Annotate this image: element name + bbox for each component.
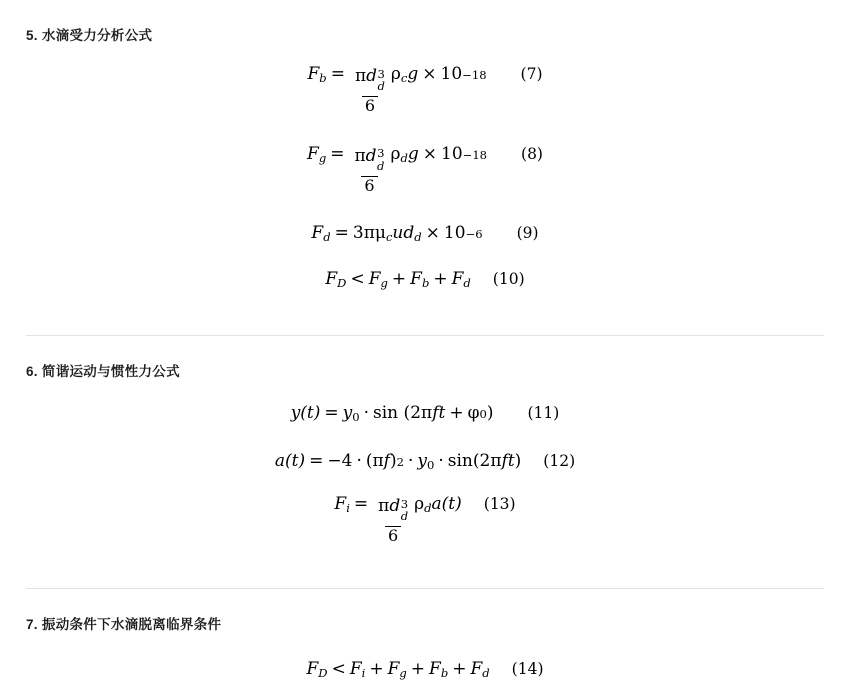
eq7-exponent: −18: [462, 68, 487, 82]
eq7-lhs: F: [307, 64, 320, 84]
eq8-rho: ρ: [390, 143, 401, 164]
section-critical-condition: [26, 613, 824, 680]
section-divider-2: [26, 588, 824, 589]
eq14-plus-1: +: [369, 659, 384, 680]
eq11-plus: +: [449, 402, 464, 423]
eq7-ten: 10: [440, 64, 463, 84]
eq8-pi: π: [354, 145, 366, 166]
eq7-fraction: πd 3 d 6: [354, 66, 385, 116]
eq9-three: 3: [352, 223, 364, 244]
eq10-plus-2: +: [433, 269, 448, 290]
eq14-plus-2: +: [410, 659, 426, 680]
eq9-ten: 10: [443, 223, 466, 244]
eq11-equals: =: [324, 402, 339, 423]
eq11-cdot: ·: [363, 402, 370, 423]
equation-12-tag: (12): [543, 451, 576, 470]
section-water-droplet-forces: [26, 24, 824, 336]
eq8-lhs: F: [307, 143, 319, 164]
equation-12-block: [26, 451, 824, 472]
section-5-title: 5. 水滴受力分析公式: [26, 28, 153, 43]
eq11-sin: sin: [373, 402, 399, 423]
eq14-lt: <: [331, 659, 346, 680]
equation-10-tag: (10): [492, 270, 525, 289]
equation-7-tag: (7): [520, 65, 543, 83]
eq9-lhs: F: [311, 223, 324, 244]
equation-10-block: [26, 269, 824, 290]
eq7-six: 6: [364, 96, 376, 116]
eq12-pi-2: π: [490, 450, 502, 471]
eq8-times: ×: [422, 143, 437, 164]
equation-14-block: [26, 659, 824, 680]
eq12-sin: sin: [447, 450, 473, 471]
equation-13-block: [26, 494, 824, 544]
eq12-minus: −: [327, 450, 342, 471]
eq9-mu: μ: [374, 223, 386, 244]
equation-7-block: [26, 64, 824, 114]
equation-9-block: [26, 223, 824, 244]
eq9-pi: π: [363, 223, 375, 244]
eq11-two: 2: [410, 402, 422, 423]
equation-7: $F_b$ = πd 3 d 6 $\rho_cg$ × 10 −18 (7): [307, 64, 543, 116]
equation-14: $F_D$ < $F_i$ + $F_g$ + $F_b$ + $F_d$ (14): [306, 659, 544, 681]
equation-13: $F_i$ = πd 3 d 6 $\rho_da(t)$ (13): [334, 493, 516, 546]
eq8-ten: 10: [441, 143, 463, 164]
eq12-equals: =: [309, 450, 324, 471]
equation-10: $F_D$ < $F_g$ + $F_b$ + $F_d$ (10): [325, 269, 525, 291]
eq7-rho: ρ: [390, 64, 401, 84]
eq8-six: 6: [364, 175, 375, 195]
eq11-phi: φ: [467, 402, 480, 423]
eq12-square: 2: [396, 454, 404, 469]
equation-9: $F_d$ = 3 π μ $_cud_d$ × 10 −6 (9): [311, 223, 539, 245]
eq8-exponent: −18: [462, 147, 488, 162]
eq12-two: 2: [479, 450, 491, 471]
eq7-pi: π: [354, 66, 367, 86]
eq12-cdot-1: ·: [356, 450, 362, 471]
eq12-pi: π: [372, 450, 384, 471]
equation-14-tag: (14): [511, 660, 544, 679]
eq10-plus-1: +: [391, 269, 407, 290]
section-divider-1: [26, 335, 824, 336]
eq9-exponent: −6: [465, 227, 483, 242]
eq12-cdot-2: ·: [407, 450, 414, 471]
section-6-title: 6. 简谐运动与惯性力公式: [26, 363, 180, 379]
eq10-lt: <: [350, 269, 365, 290]
equation-11-block: [26, 403, 824, 424]
equation-8: $F_g$ = πd 3 d 6 $\rho_dg$ × 10 −18 (8): [307, 143, 543, 195]
eq11-pi: π: [421, 402, 433, 423]
eq14-plus-3: +: [452, 659, 467, 680]
eq8-equals: =: [330, 143, 345, 164]
eq9-times: ×: [425, 223, 440, 244]
eq13-equals: =: [353, 493, 369, 514]
equation-8-block: [26, 144, 824, 194]
section-7-title: 7. 振动条件下水滴脱离临界条件: [26, 617, 222, 633]
eq12-four: 4: [341, 450, 353, 471]
eq13-rho: ρ: [414, 493, 425, 514]
eq12-cdot-3: ·: [438, 450, 444, 471]
eq8-fraction: πd 3 d 6: [354, 145, 385, 195]
eq7-times: ×: [422, 64, 437, 84]
eq13-six: 6: [388, 526, 399, 546]
equation-13-tag: (13): [483, 494, 516, 513]
equation-9-tag: (9): [516, 224, 539, 243]
equation-11: y(t) = $y_0$ · sin ( 2 π ft + φ 0 ) (11): [290, 402, 560, 424]
eq9-equals: =: [334, 223, 349, 244]
section-harmonic-motion: [26, 360, 824, 590]
eq13-pi: π: [378, 495, 390, 516]
equation-8-tag: (8): [521, 144, 543, 163]
equation-11-tag: (11): [527, 403, 560, 422]
eq7-equals: =: [330, 64, 345, 84]
eq13-fraction: πd 3 d 6: [378, 495, 409, 546]
equation-12: a(t) = − 4 · ( π f ) 2 · $y_0$ · sin ( 2 π ft ) (12): [274, 450, 576, 472]
